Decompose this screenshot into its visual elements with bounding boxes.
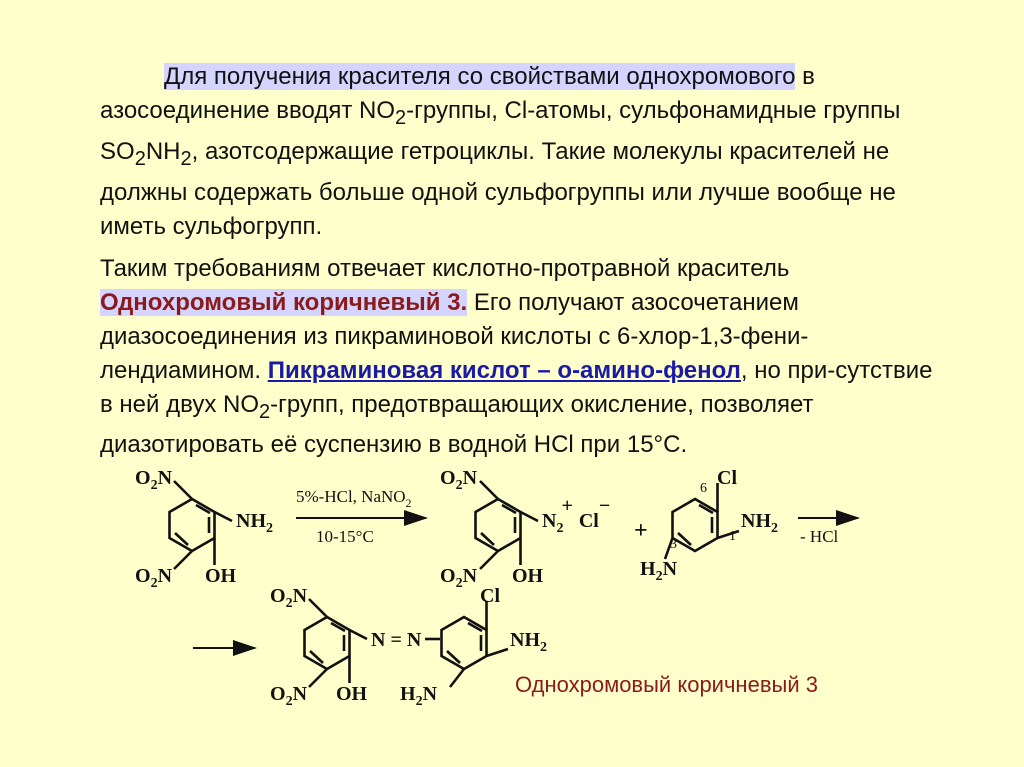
product-ring-2 [442,601,509,687]
label-h2n-1: $H_2N$ [640,558,678,584]
position-6: 6 [700,481,707,496]
product-name: Однохромовый коричневый 3 [515,672,818,697]
plus-sign: + [634,518,648,544]
diazonium-structure [476,481,539,569]
label-oh-2: OH [512,565,544,587]
subscript: 2 [134,147,146,170]
label-n2-cl: $N_2+Cl-$ [542,495,611,536]
label-nh2-1: $NH_2$ [236,510,273,536]
label-o2n-3: $O_2N$ [440,467,478,493]
dye-name: Однохромовый коричневый 3. [100,288,468,316]
text-segment: Его получают азосочетанием диазосоединения из пикраминовой кислоты с 6-хлор-1,3-фени-лендиамином. [100,288,809,384]
label-o2n-2: $O_2N$ [135,565,173,591]
text-segment: -группы, Cl-атомы, сульфонамидные группы SO [100,97,901,165]
text-segment: Таким требованиям отвечает кислотно-протравной краситель [100,254,790,282]
paragraph-1 [100,60,950,244]
text-segment: NH [145,137,181,165]
label-o2n-1: $O_2N$ [135,467,173,493]
label-oh-1: OH [205,565,237,587]
subscript: 2 [395,106,407,129]
product-ring-1 [305,599,368,687]
label-o2n-5: $O_2N$ [270,585,308,611]
subscript: 2 [259,400,271,423]
text-segment: , но при-сутствие в ней двух NO [100,356,933,418]
condition-bottom: 10-15°C [316,527,374,546]
label-azo: N = N [371,629,422,651]
condition-minus-hcl: - HCl [800,527,839,546]
label-h2n-2: $H_2N$ [400,683,438,709]
text-segment: , азотсодержащие гетроциклы. Такие молекулы красителей не должны содержать больше одной сульфогруппы или лучше вообще не иметь сульфогрупп. [100,137,896,240]
text-segment: -групп, предотвращающих окисление, позволяет диазотировать её суспензию в водной HCl при 15°C. [100,390,814,459]
reaction-scheme [0,440,1024,767]
label-nh2-2: $NH_2$ [741,510,778,536]
label-oh-3: OH [336,683,368,705]
position-3: 3 [670,537,677,552]
highlight-picramic: Пикраминовая кислот – о-амино-фенол [267,356,741,384]
highlight-lead: Для получения красителя со свойствами однохромового [164,63,796,90]
text-block [100,60,950,462]
label-cl-1: Cl [717,467,737,489]
subscript: 2 [180,147,192,170]
text-segment: в азосоединение вводят NO [100,63,815,124]
condition-top: 5%-HCl, NaNO$_2$ [296,487,412,510]
label-nh2-3: $NH_2$ [510,629,547,655]
label-o2n-4: $O_2N$ [440,565,478,591]
picramic-acid-structure [170,481,233,569]
label-cl-2: Cl [480,585,500,607]
paragraph-2 [100,252,950,463]
position-1: 1 [729,529,736,544]
label-o2n-6: $O_2N$ [270,683,308,709]
